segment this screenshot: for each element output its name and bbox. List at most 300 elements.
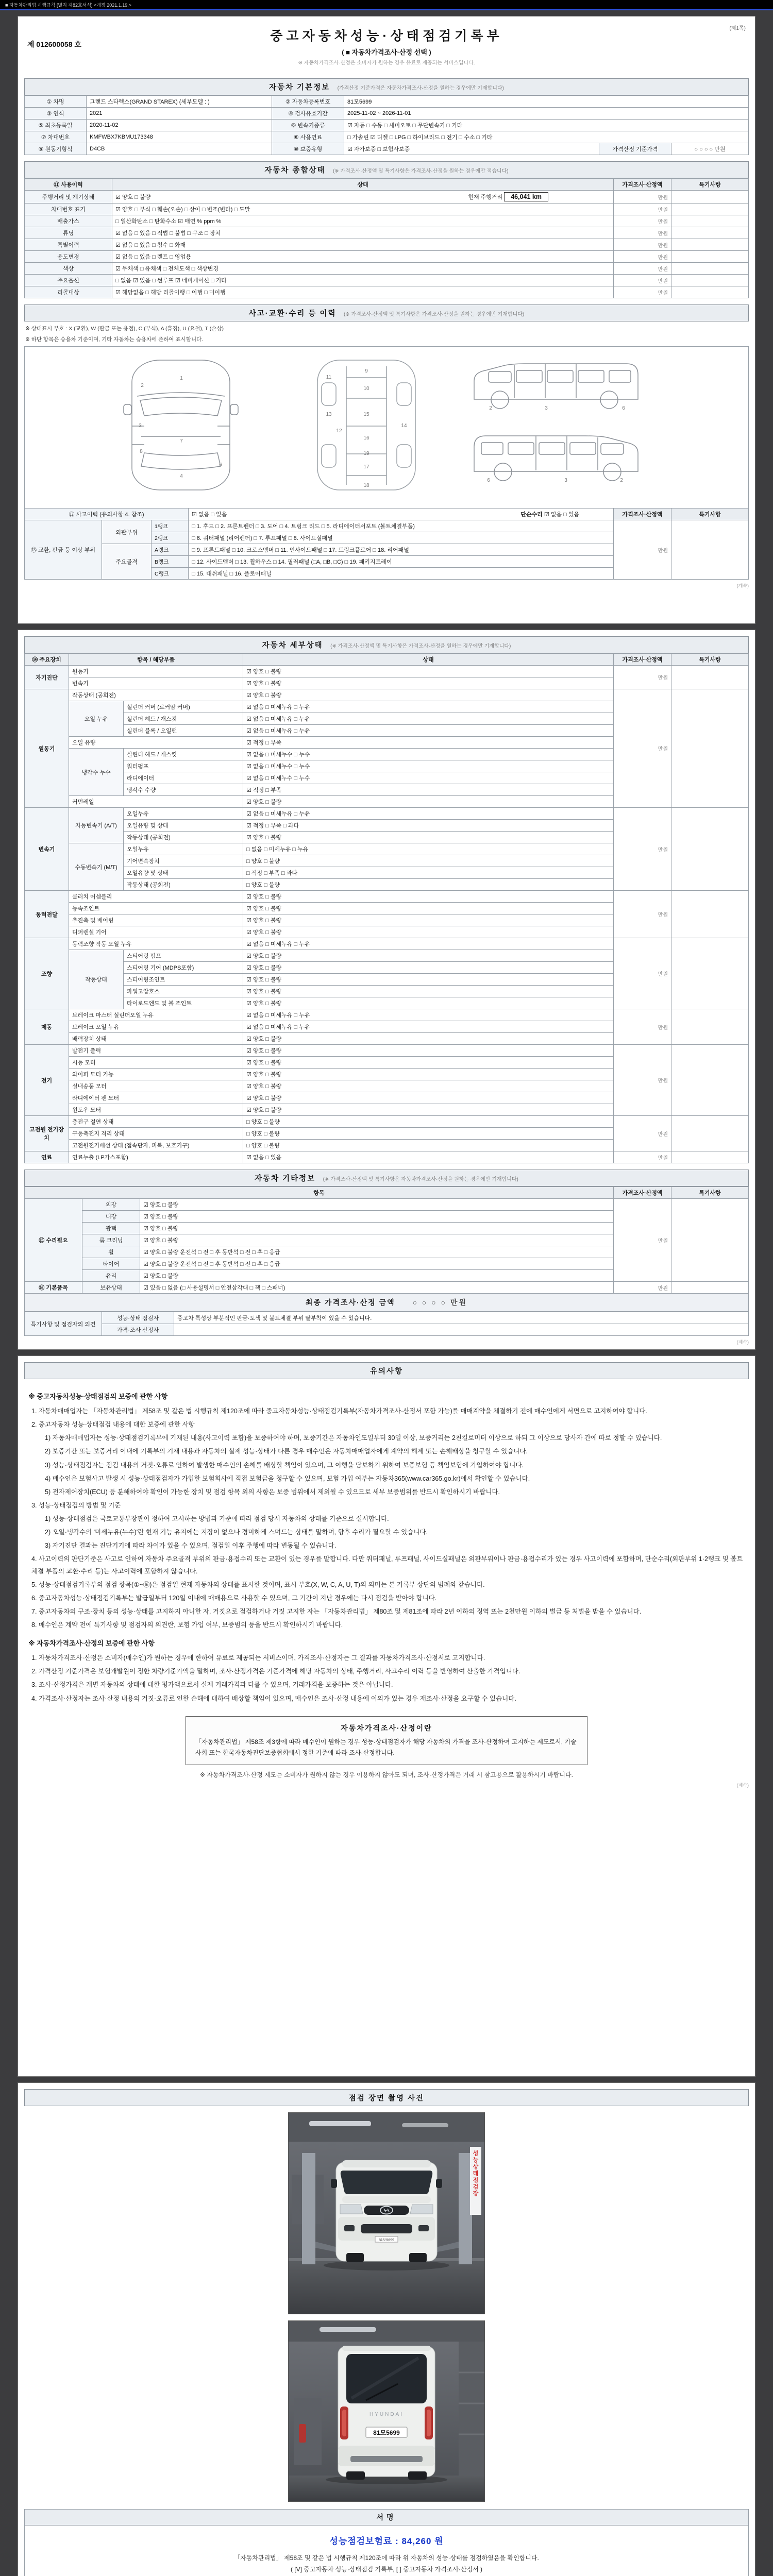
notice-line: 2) 보증기간 또는 보증거리 이내에 기록부의 기재 내용과 자동차의 실제 성능·상태가 다른 경우 매수인은 자동차매매업자에게 계약의 해제 또는 손해배상을 청구할 수 있습니다. (45, 1448, 528, 1455)
device-item-label: 실린더 헤드 / 개스킷 (124, 713, 243, 725)
svg-text:10: 10 (363, 386, 369, 392)
device-state: ☑ 없음 □ 미세누유 □ 누유 (243, 938, 614, 950)
svg-text:4: 4 (180, 473, 183, 479)
device-item-label: 추진축 및 베어링 (69, 914, 243, 926)
notices-body (24, 1379, 749, 1705)
basic-row (25, 96, 749, 108)
notice-line: 3. 조사·산정가격은 개별 자동차의 상태에 대한 평가액으로서 실제 거래가격과 다를 수 있으며, 거래가격을 보증하는 것은 아닙니다. (31, 1681, 393, 1689)
svg-text:3: 3 (139, 423, 142, 429)
device-row (25, 1116, 749, 1128)
opinion-label: 특기사항 및 점검자의 의견 (25, 1312, 102, 1336)
device-item-label: 고전원전기배선 상태 (접속단자, 피복, 보호기구) (69, 1140, 243, 1151)
section-basic-bar (24, 78, 749, 95)
device-state: □ 적정 □ 부족 □ 과다 (243, 867, 614, 879)
section-accident-title: 사고·교환·수리 등 이력 (248, 310, 337, 318)
table-header-row (25, 654, 749, 666)
device-item-label: 구동축전지 격리 상태 (69, 1128, 243, 1140)
device-state: ☑ 없음 □ 미세누수 □ 누수 (243, 772, 614, 784)
device-row (25, 1151, 749, 1163)
page-title: 중고자동차성능·상태점검기록부 (270, 29, 503, 43)
notice-line: 1. 자동차매매업자는 「자동차관리법」 제58조 및 같은 법 시행규칙 제120조에 따라 중고자동차성능·상태점검기록부(자동차가격조사·산정서 포함 가능)를 매매계약을 체결하기 전에 매수인에게 서면으로 고지하여야 합니다. (31, 1408, 647, 1415)
section-accident-bar (24, 304, 749, 321)
device-item-label: 브레이크 마스터 실린더오일 누유 (69, 1009, 243, 1021)
device-state: ☑ 양호 □ 불량 (243, 666, 614, 677)
note-cell (671, 191, 749, 204)
usage-state: ☑ 없음 □ 있음 □ 침수 □ 화재 (112, 239, 614, 251)
device-row (25, 689, 749, 701)
simple-repair-label: 단순수리 (520, 512, 544, 518)
rank-label: 1랭크 (152, 520, 189, 532)
wheel-front-right (409, 2253, 427, 2262)
svg-text:8: 8 (140, 449, 143, 454)
device-group-label: 연료 (25, 1151, 69, 1163)
inspection-period-label: ④ 검사유효기간 (272, 108, 344, 120)
form-reference-note: ■ 자동차관리법 시행규칙 [별지 제82호서식] <개정 2021.1.19.> (0, 0, 773, 9)
accident-history-row (25, 509, 749, 520)
device-state: ☑ 없음 □ 미세누유 □ 누유 (243, 808, 614, 820)
headlight-right (410, 2205, 433, 2214)
accent-divider (0, 9, 773, 10)
usage-item-label: 리콜대상 (25, 286, 112, 298)
column-header: 특기사항 (671, 654, 749, 666)
note-cell (671, 520, 749, 580)
device-state: ☑ 없음 □ 미세누유 □ 누유 (243, 1021, 614, 1033)
svg-text:17: 17 (363, 464, 369, 470)
usage-history-row (25, 191, 749, 204)
device-item-label: 오일누유 (124, 843, 243, 855)
usage-history-row (25, 227, 749, 239)
device-item-label: 실린더 커버 (로커암 커버) (124, 701, 243, 713)
device-state: □ 양호 □ 불량 (243, 1116, 614, 1128)
etc-item-label: 외장 (82, 1199, 140, 1211)
price-cell: 만원 (614, 286, 671, 298)
usage-item-label: 튜닝 (25, 227, 112, 239)
etc-item-label: 타이어 (82, 1258, 140, 1270)
part-group-label: 외판부위 (102, 520, 152, 544)
usage-history-row (25, 275, 749, 286)
price-cell: 만원 (614, 239, 671, 251)
device-item-label: 변속기 (69, 677, 243, 689)
device-state: ☑ 양호 □ 불량 (243, 891, 614, 903)
usage-item-label: 배출가스 (25, 215, 112, 227)
device-state: □ 양호 □ 불량 (243, 1128, 614, 1140)
usage-item-label: 주행거리 및 계기상태 (25, 191, 112, 204)
note-cell (671, 275, 749, 286)
rank-items: □ 15. 대쉬패널 □ 16. 플로어패널 (189, 568, 614, 580)
vin-value: KMFWBX7KBMU173348 (87, 131, 272, 143)
usage-history-row (25, 251, 749, 263)
usage-state (112, 191, 614, 204)
notice-line: 7. 중고자동차의 구조·장치 등의 성능·상태를 고지하지 아니한 자, 거짓으로 점검하거나 거짓 고지한 자는 「자동차관리법」 제80조 및 제81조에 따라 2년 이하의 징역 또는 2천만원 이하의 벌금 등 처벌을 받을 수 있습니다. (31, 1607, 642, 1615)
document-number: 제 012600058 호 (27, 40, 81, 48)
svg-text:2: 2 (620, 478, 623, 483)
device-row (25, 808, 749, 820)
panel-detail (18, 630, 755, 1350)
device-subgroup-label: 수동변속기 (M/T) (69, 843, 124, 891)
notice-line: 2. 중고자동차 성능·상태점검 내용에 대한 보증에 관한 사항 (31, 1421, 195, 1429)
device-item-label: 클러치 어셈블리 (69, 891, 243, 903)
device-state: ☑ 양호 □ 불량 (243, 689, 614, 701)
svg-text:9: 9 (365, 368, 368, 374)
notice-line: 4) 매수인은 보험사고 발생 시 성능·상태점검자가 가입한 보험회사에 직접 보험금을 청구할 수 있으며, 보험 가입 여부는 자동차365(www.car365.go.kr)에서 확인할 수 있습니다. (45, 1475, 530, 1482)
usage-state: ☑ 없음 □ 있음 □ 적법 □ 불법 □ 구조 □ 장치 (112, 227, 614, 239)
device-group-label: 동력전달 (25, 891, 69, 938)
section-etc-bar (24, 1170, 749, 1187)
engine-type-label: ⑨ 원동기형식 (25, 143, 87, 155)
device-state: ☑ 없음 □ 있음 (243, 1151, 614, 1163)
fog-lamp-right (418, 2225, 429, 2231)
note-cell (671, 891, 749, 938)
car-top-view-numbers (139, 376, 222, 479)
ceiling-light (320, 2327, 376, 2332)
etc-item-label: 유리 (82, 1270, 140, 1282)
device-state: ☑ 양호 □ 불량 (243, 926, 614, 938)
column-header: 가격조사·산정액 (614, 654, 671, 666)
base-price-value: ○ ○ ○ ○ 만원 (671, 143, 748, 155)
device-group-label: 조향 (25, 938, 69, 1009)
wheel-rear-left (346, 2471, 365, 2480)
note-cell (671, 666, 749, 689)
state-code-legend: ※ 상태표시 부호 : X (교환), W (판금 또는 용접), C (부식), A (흠집), U (요철), T (손상) (25, 326, 224, 332)
usage-history-row (25, 263, 749, 275)
device-item-label: 디퍼렌셜 기어 (69, 926, 243, 938)
device-item-label: 배력장치 상태 (69, 1033, 243, 1045)
rank-items: □ 9. 프론트패널 □ 10. 크로스멤버 □ 11. 인사이드패널 □ 17. 트렁크플로어 □ 18. 리어패널 (189, 544, 614, 556)
usage-state: ☑ 해당없음 □ 해당 리콜이행 □ 이행 □ 미이행 (112, 286, 614, 298)
opinion-table (24, 1312, 749, 1336)
plate-number-label: ② 자동차등록번호 (272, 96, 344, 108)
usage-item-label: 색상 (25, 263, 112, 275)
price-survey-box (186, 1716, 587, 1765)
etc-state: ☑ 양호 □ 불량 (140, 1211, 614, 1223)
device-state: ☑ 없음 □ 미세누유 □ 누유 (243, 713, 614, 725)
detail-state-table (24, 653, 749, 1163)
insurance-fee: 성능점검보험료 : 84,260 원 (329, 2536, 444, 2546)
etc-state: ☑ 양호 □ 불량 (140, 1270, 614, 1282)
device-item-label: 오일유량 및 상태 (124, 867, 243, 879)
column-header: 상태 (243, 654, 614, 666)
usage-history-row (25, 215, 749, 227)
garage-ceiling (289, 2113, 484, 2142)
accident-history-label: ⑫ 사고이력 (유의사항 4. 참조) (25, 509, 189, 520)
device-state: □ 양호 □ 불량 (243, 1140, 614, 1151)
device-item-label: 동력조향 작동 오일 누유 (69, 938, 243, 950)
device-item-label: 와이퍼 모터 기능 (69, 1069, 243, 1080)
note-cell (671, 808, 749, 891)
svg-text:18: 18 (363, 483, 369, 488)
column-header: 특기사항 (671, 1187, 749, 1199)
appraiser-label: 가격·조사 산정자 (102, 1324, 174, 1336)
device-state: ☑ 양호 □ 불량 (243, 914, 614, 926)
svg-text:14: 14 (401, 423, 407, 429)
device-item-label: 실내송풍 모터 (69, 1080, 243, 1092)
price-cell: 만원 (614, 520, 671, 580)
model-year-label: ③ 연식 (25, 108, 87, 120)
tail-lamp-left-inner (342, 2410, 346, 2436)
car-frame-view-numbers (326, 368, 407, 488)
price-cell: 만원 (614, 1282, 671, 1294)
column-header: 가격조사·산정액 (614, 1187, 671, 1199)
basic-row (25, 143, 749, 155)
svg-text:2: 2 (489, 405, 492, 411)
etc-state: ☑ 있음 □ 없음 (□ 사용설명서 □ 안전삼각대 □ 잭 □ 스패너) (140, 1282, 614, 1294)
warranty-type-value: ☑ 자가보증 □ 보험사보증 (344, 143, 599, 155)
car-side-view-left (474, 364, 638, 409)
section-etc-note: (※ 가격조사·산정액 및 특기사항은 자동차가격조사·산정을 원하는 경우에만 기재합니다) (323, 1177, 518, 1182)
usage-state: ☑ 양호 □ 부식 □ 훼손(오손) □ 상이 □ 변조(변타) □ 도말 (112, 204, 614, 215)
continued-marker: (계속) (736, 1340, 749, 1345)
device-item-label: 스티어링 기어 (MDPS포함) (124, 962, 243, 974)
note-cell (671, 689, 749, 808)
usage-history-row (25, 204, 749, 215)
tail-lamp-right-inner (427, 2410, 431, 2436)
mirror-left (331, 2179, 337, 2188)
price-survey-box-title: 자동차가격조사·산정이란 (341, 1723, 432, 1732)
price-cell: 만원 (614, 263, 671, 275)
device-state: ☑ 없음 □ 미세누유 □ 누유 (243, 725, 614, 737)
page-subnote: ※ 자동차가격조사·산정은 소비자가 원하는 경우 유료로 제공되는 서비스입니다. (298, 60, 475, 66)
svg-text:12: 12 (336, 428, 342, 434)
van-roof (342, 2346, 431, 2351)
rear-plate-number: 81모5699 (373, 2429, 400, 2436)
notice-heading: ※ 자동차가격조사·산정의 보증에 관한 사항 (28, 1639, 155, 1648)
price-cell: 만원 (614, 227, 671, 239)
accident-state-checkboxes: ☑ 없음 □ 있음 (192, 512, 227, 518)
device-state: ☑ 양호 □ 불량 (243, 1033, 614, 1045)
notice-line: 3) 자기진단 결과는 진단기기에 따라 차이가 있을 수 있으며, 점검일 이후 주행에 따라 변동될 수 있습니다. (45, 1542, 337, 1550)
device-state: ☑ 양호 □ 불량 (243, 950, 614, 962)
note-cell (671, 1199, 749, 1282)
note-cell (671, 1282, 749, 1294)
device-subgroup-label: 작동상태 (69, 950, 124, 1009)
price-column-header: 가격조사·산정액 (614, 509, 671, 520)
note-cell (671, 251, 749, 263)
etc-item-label: 광택 (82, 1223, 140, 1234)
table-header-row (25, 179, 749, 191)
device-item-label: 오일 유량 (69, 737, 243, 749)
garage-shelf (294, 2398, 322, 2465)
vehicle-name-value: 그랜드 스타렉스(GRAND STAREX) (세부모델 : ) (87, 96, 272, 108)
notice-line: 1) 성능·상태점검은 국토교통부장관이 정하여 고시하는 방법과 기준에 따라 점검 당시 자동차의 상태를 기준으로 실시합니다. (45, 1515, 389, 1523)
device-item-label: 오일유량 및 상태 (124, 820, 243, 832)
overall-state-table (24, 178, 749, 298)
opinion-row (25, 1324, 749, 1336)
device-item-label: 타이로드엔드 및 볼 조인트 (124, 997, 243, 1009)
device-row (25, 1045, 749, 1057)
first-registration-value: 2020-11-02 (87, 120, 272, 131)
price-cell: 만원 (614, 215, 671, 227)
usage-state: □ 없음 ☑ 있음 □ 썬루프 ☑ 네비게이션 □ 기타 (112, 275, 614, 286)
section-detail-note: (※ 가격조사·산정액 및 특기사항은 가격조사·산정을 원하는 경우에만 기재합니다) (330, 643, 511, 649)
simple-repair (520, 510, 579, 518)
etc-group-label: ⑮ 수리필요 (25, 1199, 82, 1282)
notice-line: 4. 가격조사·산정자는 조사·산정 내용의 거짓·오류로 인한 손해에 대하여 배상할 책임이 있으며, 매수인은 조사·산정 내용에 이의가 있는 경우 재조사·산정을 요구할 수 있습니다. (31, 1694, 516, 1702)
headlight-left (340, 2205, 363, 2214)
section-notices-title: 유의사항 (369, 1367, 404, 1376)
legal-statement: 「자동차관리법」 제58조 및 같은 법 시행규칙 제120조에 따라 위 자동차의 성능·상태를 점검하였음을 확인합니다. (234, 2554, 539, 2562)
device-item-label: 시동 모터 (69, 1057, 243, 1069)
device-item-label: 실린더 블록 / 오일팬 (124, 725, 243, 737)
front-plate-number: 81모5699 (378, 2239, 395, 2242)
continued-marker: (계속) (736, 583, 749, 588)
notice-line: 3) 성능·상태점검자는 점검 내용의 거짓·오류로 인하여 발생한 매수인의 손해를 배상할 책임이 있으며, 그 이행을 담보하기 위하여 보증보험 등 책임보험에 가입하여야 합니다. (45, 1461, 524, 1469)
device-state: ☑ 없음 □ 미세누유 □ 누유 (243, 1009, 614, 1021)
vin-label: ⑦ 차대번호 (25, 131, 87, 143)
rank-items: □ 1. 후드 □ 2. 프론트펜더 □ 3. 도어 □ 4. 트렁크 리드 □ 5. 라디에이터서포트 (볼트체결부품) (189, 520, 614, 532)
usage-history-row (25, 286, 749, 298)
device-item-label: 충전구 절연 상태 (69, 1116, 243, 1128)
price-survey-footnote: ※ 자동차가격조사·산정 제도는 소비자가 원하지 않는 경우 이용하지 않아도 되며, 조사·산정가격은 거래 시 참고용으로 활용하시기 바랍니다. (200, 1771, 573, 1778)
device-row (25, 666, 749, 677)
device-state: ☑ 없음 □ 미세누유 □ 누유 (243, 701, 614, 713)
device-state: ☑ 양호 □ 불량 (243, 903, 614, 914)
price-cell: 만원 (614, 666, 671, 689)
column-header: 항목 / 해당부품 (69, 654, 243, 666)
base-price-label: 가격산정 기준가격 (599, 143, 671, 155)
notice-line: 5) 전자제어장치(ECU) 등 분해하여야 확인이 가능한 장치 및 점검 항목 외의 사항은 보증 범위에서 제외될 수 있으므로 세부 보증범위를 반드시 확인하시기 바랍니다. (45, 1488, 500, 1496)
column-header: 상태 (112, 179, 614, 191)
device-group-label: 원동기 (25, 689, 69, 808)
vehicle-name-label: ① 차명 (25, 96, 87, 108)
diagram-basis-legend: ※ 하단 항목은 승용차 기준이며, 기타 자동차는 승용차에 준하여 표시합니다. (25, 336, 204, 343)
etc-info-table (24, 1187, 749, 1294)
etc-item-label: 내장 (82, 1211, 140, 1223)
device-state: ☑ 양호 □ 불량 (243, 1069, 614, 1080)
device-state: ☑ 양호 □ 불량 (243, 1104, 614, 1116)
column-header: ⑪ 사용이력 (25, 179, 112, 191)
svg-text:13: 13 (326, 412, 332, 417)
device-state: ☑ 양호 □ 불량 (243, 1057, 614, 1069)
device-item-label: 커먼레일 (69, 796, 243, 808)
signature-section (24, 2509, 749, 2576)
price-cell: 만원 (614, 1199, 671, 1282)
device-state: □ 양호 □ 불량 (243, 879, 614, 891)
notice-line: 6. 중고자동차성능·상태점검기록부는 발급일부터 120일 이내에 매매용으로 사용할 수 있으며, 그 기간이 지난 경우에는 다시 점검을 받아야 합니다. (31, 1594, 437, 1602)
inspection-period-value: 2025-11-02 ~ 2026-11-01 (344, 108, 749, 120)
usage-history-row (25, 239, 749, 251)
final-price-row (24, 1294, 749, 1312)
wheel-rear-right (408, 2471, 427, 2480)
simple-repair-state: ☑ 없음 □ 있음 (544, 512, 579, 518)
exchange-section-label: ⑬ 교환, 판금 등 이상 부위 (25, 520, 102, 580)
etc-item-label: 룸 크리닝 (82, 1234, 140, 1246)
rank-label: 2랭크 (152, 532, 189, 544)
svg-text:11: 11 (326, 375, 332, 380)
plate-number-value: 81모5699 (344, 96, 749, 108)
basic-row (25, 120, 749, 131)
fuel-label: ⑧ 사용연료 (272, 131, 344, 143)
transmission-value: ☑ 자동 □ 수동 □ 세미오토 □ 무단변속기 □ 기타 (344, 120, 749, 131)
device-subgroup-label: 냉각수 누수 (69, 749, 124, 796)
etc-state: ☑ 양호 □ 불량 운전석 □ 전 □ 후 동반석 □ 전 □ 후 □ 응급 (140, 1246, 614, 1258)
basic-row (25, 131, 749, 143)
report-header (24, 22, 749, 72)
svg-text:3: 3 (564, 478, 567, 483)
device-item-label: 작동상태 (공회전) (124, 879, 243, 891)
ceiling-light (402, 2123, 448, 2127)
device-subgroup-label: 오일 누유 (69, 701, 124, 737)
photo-front (288, 2112, 485, 2314)
usage-state: ☑ 없음 □ 있음 □ 렌트 □ 영업용 (112, 251, 614, 263)
odometer-label: 현재 주행거리 (468, 194, 505, 200)
notice-line: 1. 자동차가격조사·산정은 소비자(매수인)가 원하는 경우에 한하여 유료로 제공되는 서비스이며, 가격조사·산정자는 그 결과를 자동차가격조사·산정서로 고지합니다. (31, 1654, 485, 1662)
device-group-label: 변속기 (25, 808, 69, 891)
device-state: ☑ 양호 □ 불량 (243, 1045, 614, 1057)
engine-type-value: D4CB (87, 143, 272, 155)
warranty-type-label: ⑩ 보증유형 (272, 143, 344, 155)
device-item-label: 워터펌프 (124, 760, 243, 772)
accident-history-table (24, 508, 749, 580)
section-basic-note: (가격산정 기준가격은 자동차가격조사·산정을 원하는 경우에만 기재합니다) (337, 86, 504, 91)
etc-group-label: ⑯ 기본품목 (25, 1282, 82, 1294)
inspector-comment: 중고차 특성상 부분적인 판금·도색 및 볼트체결 부위 탈부착이 있을 수 있습니다. (174, 1312, 749, 1324)
note-cell (671, 227, 749, 239)
car-side-view-right (474, 436, 638, 481)
basic-row (25, 108, 749, 120)
device-state: ☑ 양호 □ 불량 (243, 962, 614, 974)
device-state: □ 양호 □ 불량 (243, 855, 614, 867)
page-marker: (제1쪽) (729, 26, 746, 31)
bumper-intake (361, 2224, 412, 2233)
section-detail-bar (24, 636, 749, 653)
device-item-label: 윈도우 모터 (69, 1104, 243, 1116)
fire-extinguisher (299, 2424, 306, 2443)
svg-text:15: 15 (363, 412, 369, 417)
hood (342, 2196, 431, 2203)
photo-front-svg (289, 2113, 484, 2314)
section-overall-note: (※ 가격조사·산정액 및 특기사항은 가격조사·산정을 원하는 경우에만 적습니다) (332, 168, 509, 174)
signature-title: 서명 (25, 2510, 748, 2526)
section-accident-note: (※ 가격조사·산정액 및 특기사항은 가격조사·산정을 원하는 경우에만 기재합니다) (343, 312, 525, 317)
device-item-label: 등속조인트 (69, 903, 243, 914)
state-checkboxes: ☑ 양호 □ 불량 (115, 194, 151, 200)
note-column-header: 특기사항 (671, 509, 749, 520)
final-price-value: ○ ○ ○ ○ 만원 (412, 1298, 467, 1307)
price-cell: 만원 (614, 275, 671, 286)
van-shadow (324, 2260, 449, 2270)
panel-notices (18, 1355, 755, 2077)
device-state: ☑ 양호 □ 불량 (243, 1080, 614, 1092)
rank-items: □ 6. 쿼터패널 (리어펜더) □ 7. 루프패널 □ 8. 사이드실패널 (189, 532, 614, 544)
svg-text:16: 16 (363, 435, 369, 441)
model-year-value: 2021 (87, 108, 272, 120)
note-cell (671, 1009, 749, 1045)
device-item-label: 연료누출 (LP가스포함) (69, 1151, 243, 1163)
device-state: ☑ 양호 □ 불량 (243, 997, 614, 1009)
usage-item-label: 용도변경 (25, 251, 112, 263)
note-cell (671, 286, 749, 298)
device-item-label: 스티어링조인트 (124, 974, 243, 986)
device-item-label: 스티어링 펌프 (124, 950, 243, 962)
odometer-value: 46,041 km (504, 192, 548, 201)
note-cell (671, 204, 749, 215)
continued-marker: (계속) (736, 1782, 749, 1788)
price-cell: 만원 (614, 1151, 671, 1163)
device-state: □ 없음 □ 미세누유 □ 누유 (243, 843, 614, 855)
svg-text:6: 6 (622, 405, 625, 411)
device-row (25, 1009, 749, 1021)
column-header: 특기사항 (671, 179, 749, 191)
device-group-label: 고전원 전기장치 (25, 1116, 69, 1151)
device-item-label: 작동상태 (공회전) (124, 832, 243, 843)
panel-photos (18, 2082, 755, 2576)
rank-label: A랭크 (152, 544, 189, 556)
notice-line: 3. 성능·상태점검의 방법 및 기준 (31, 1501, 121, 1509)
etc-state: ☑ 양호 □ 불량 운전석 □ 전 □ 후 동반석 □ 전 □ 후 □ 응급 (140, 1258, 614, 1270)
page-subtitle: ( ■ 자동차가격조사·산정 선택 ) (342, 48, 431, 56)
price-cell: 만원 (614, 1116, 671, 1151)
usage-state: ☑ 무채색 □ 유채색 □ 전체도색 □ 색상변경 (112, 263, 614, 275)
